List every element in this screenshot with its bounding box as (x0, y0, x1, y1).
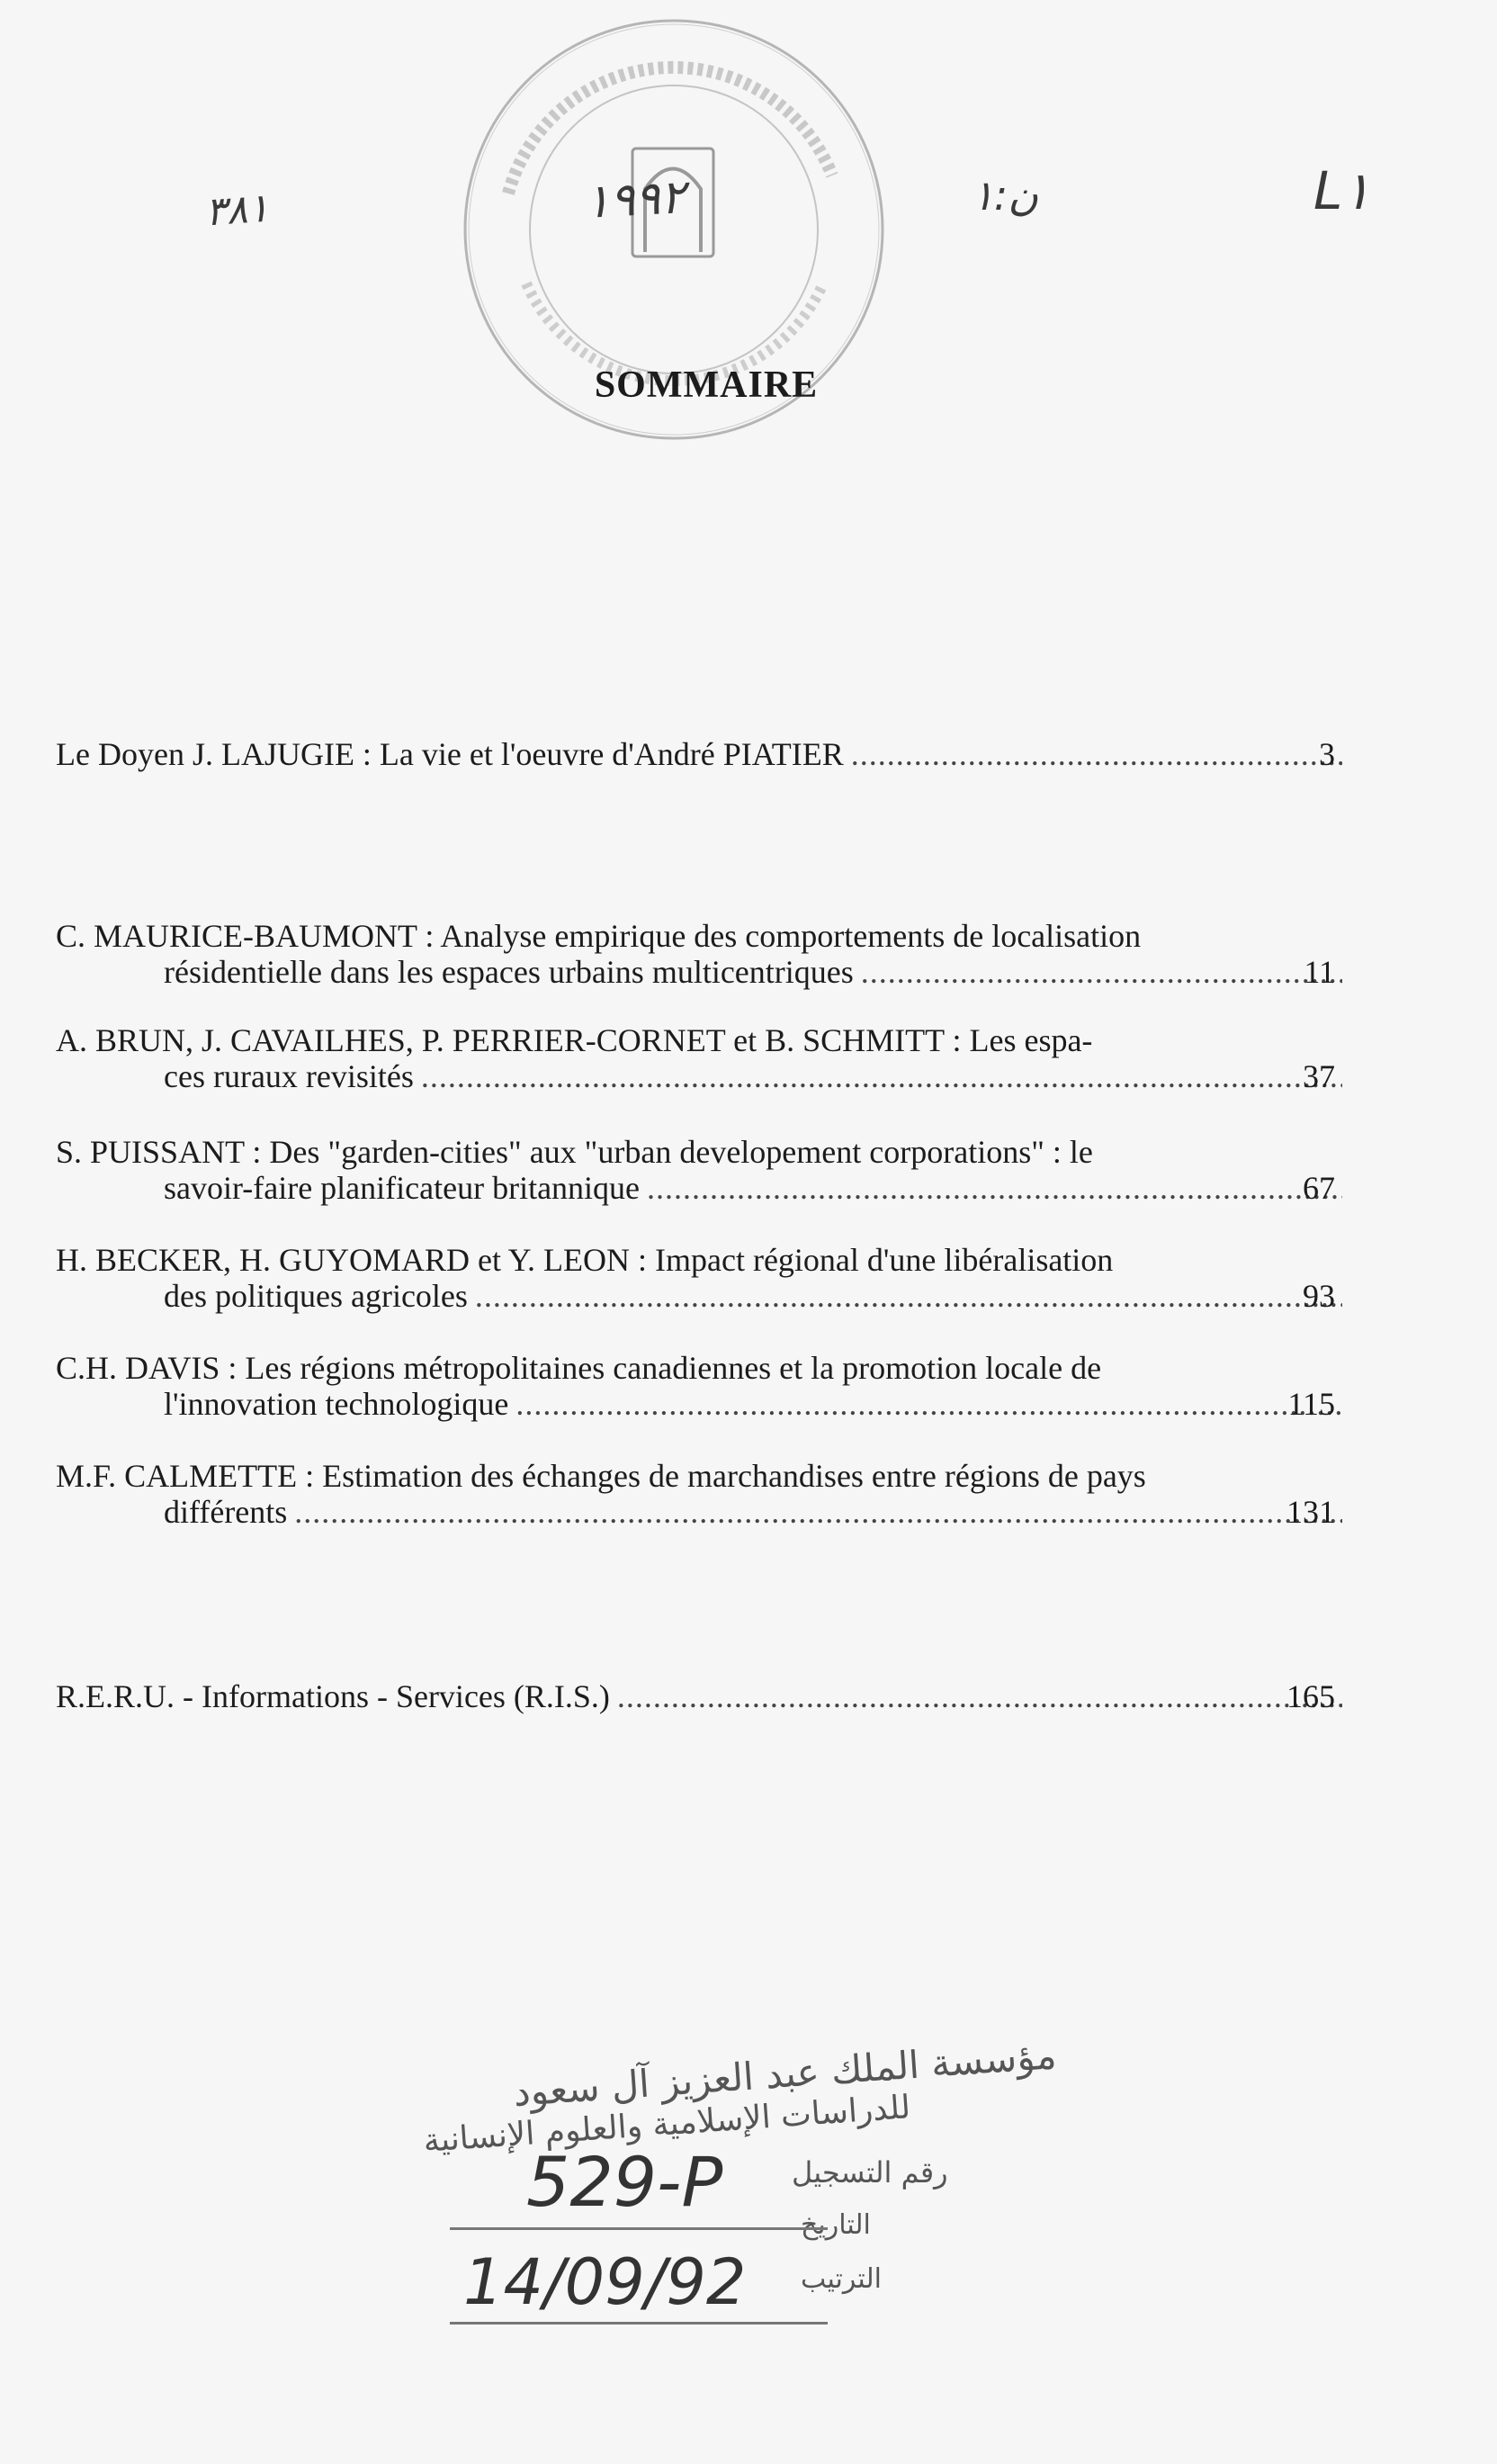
toc-entry (56, 1458, 1342, 1530)
toc-entry (56, 1242, 1342, 1314)
toc-entry-text: C.H. DAVIS : Les régions métropolitaines canadiennes et la promotion locale de (56, 1350, 1102, 1386)
toc-entry-text: A. BRUN, J. CAVAILHES, P. PERRIER-CORNET et B. SCHMITT : Les espa- (56, 1022, 1093, 1058)
handwritten-year: ١٩٩٢ (583, 170, 687, 229)
toc-entry-text: M.F. CALMETTE : Estimation des échanges de marchandises entre régions de pays (56, 1458, 1146, 1494)
leader-dots (647, 1170, 1342, 1206)
toc-entry (56, 1678, 1342, 1714)
toc-page-number: 131 (1286, 1494, 1335, 1530)
toc-entry (56, 1022, 1342, 1094)
toc-entry (56, 1134, 1342, 1206)
stamp-rule (450, 2227, 828, 2230)
handwritten-code: L١ (1313, 160, 1371, 221)
toc-entry-text: R.E.R.U. - Informations - Services (R.I.S.) (56, 1678, 610, 1714)
toc-entry-text: C. MAURICE-BAUMONT : Analyse empirique des comportements de localisation (56, 918, 1142, 954)
toc-entry-text: Le Doyen J. LAJUGIE : La vie et l'oeuvre d'André PIATIER (56, 736, 844, 772)
toc-page-number: 165 (1286, 1678, 1335, 1714)
toc-entry (56, 918, 1342, 990)
toc-page-number: 115 (1287, 1386, 1335, 1422)
registration-number: 529-P (526, 2142, 723, 2222)
toc-entry (56, 1350, 1342, 1422)
page-title: SOMMAIRE (594, 364, 819, 406)
toc-page-number: 11 (1304, 954, 1335, 990)
handwritten-note: ٣٨١ (203, 184, 271, 236)
toc-page-number: 93 (1303, 1278, 1335, 1314)
handwritten-number: ن:١ (972, 171, 1038, 220)
toc-entry-continuation: résidentielle dans les espaces urbains multicentriques (164, 954, 854, 990)
registration-label-order: الترتيب (801, 2263, 882, 2295)
leader-dots (617, 1678, 1342, 1714)
registration-date: 14/09/92 (463, 2245, 747, 2319)
leader-dots (294, 1494, 1342, 1530)
leader-dots (475, 1278, 1342, 1314)
toc-entry-text: H. BECKER, H. GUYOMARD et Y. LEON : Impact régional d'une libéralisation (56, 1242, 1114, 1278)
registration-label-date: التاريخ (801, 2209, 871, 2241)
leader-dots (515, 1386, 1342, 1422)
registration-stamp (378, 2032, 1058, 2331)
toc-entry-continuation: savoir-faire planificateur britannique (164, 1170, 641, 1206)
toc-entry-continuation: ces ruraux revisités (164, 1058, 414, 1094)
toc-entry-continuation: différents (164, 1494, 288, 1530)
toc-entry-continuation: l'innovation technologique (164, 1386, 509, 1422)
toc-entry-continuation: des politiques agricoles (164, 1278, 468, 1314)
toc-page-number: 37 (1303, 1058, 1335, 1094)
registration-label-number: رقم التسجيل (792, 2155, 948, 2190)
toc-entry-text: S. PUISSANT : Des "garden-cities" aux "urban developement corporations" : le (56, 1134, 1093, 1170)
leader-dots (421, 1058, 1342, 1094)
toc-page-number: 67 (1303, 1170, 1335, 1206)
registration-stamp-line2: للدراسات الإسلامية والعلوم الإنسانية (422, 2089, 912, 2160)
toc-entry (56, 736, 1342, 772)
toc-page-number: 3 (1319, 736, 1335, 772)
registration-stamp-line1: مؤسسة الملك عبد العزيز آل سعود (512, 2032, 1058, 2116)
stamp-rule (450, 2322, 828, 2325)
